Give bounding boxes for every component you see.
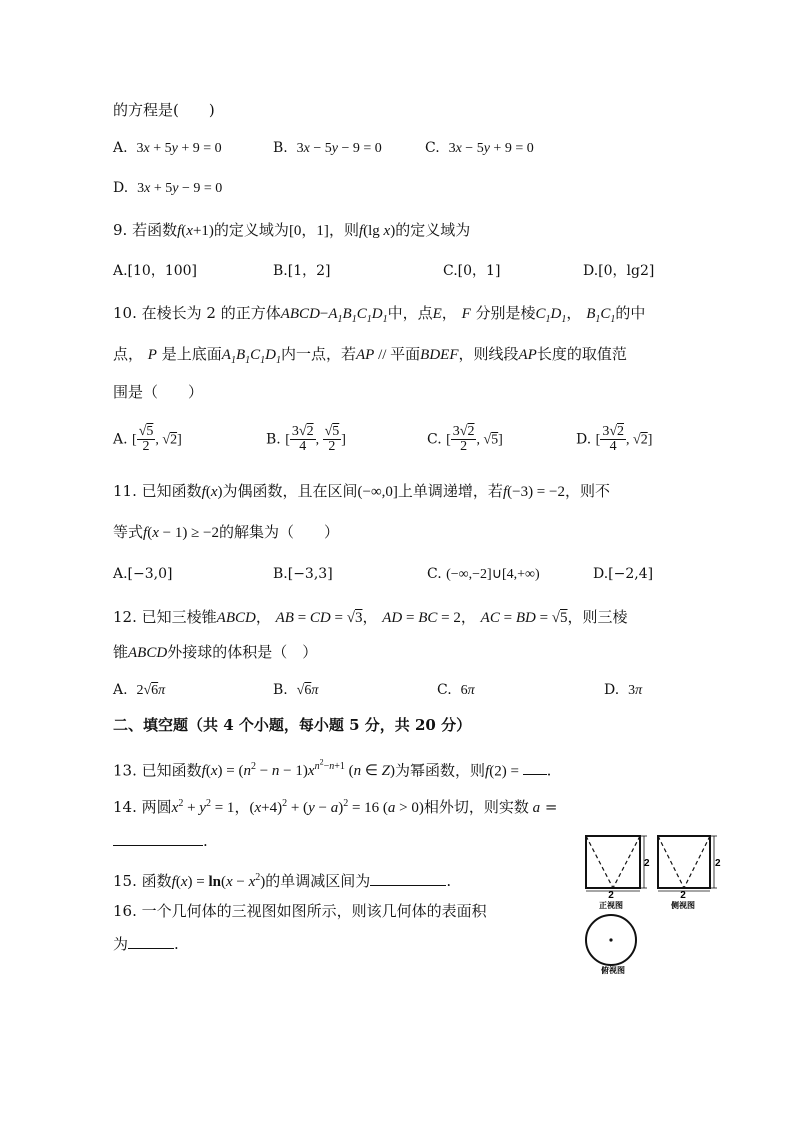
front-width-label: 2 [608,890,614,901]
q10-stem-line3: 围是（ ） [113,383,204,401]
q9-option-d: D.[0，lg2] [583,263,655,279]
q8-option-d: D. 3x + 5y − 9 = 0 [113,180,223,196]
q8-option-c: C. 3x − 5y + 9 = 0 [425,140,534,156]
q8-option-b: B. 3x − 5y − 9 = 0 [273,140,382,156]
q10-option-c: C. [ $\frac{3√2}{2}$ , √5] [427,424,503,454]
q9-stem: 9. 若函数f(x+1)的定义域为[0，1]，则f(lg x)的定义域为 [113,221,471,239]
front-view [586,836,650,910]
top-view [586,915,636,975]
q10-option-d: D. [ $\frac{3√2}{4}$ , √2] [576,424,653,454]
q12-stem-line2: 锥ABCD外接球的体积是（ ） [113,643,318,661]
q8-continuation: 的方程是( ) [113,101,215,119]
q8-option-a: A. 3x + 5y + 9 = 0 [113,140,222,156]
q14-answer-blank: . [113,830,208,852]
q11-option-c: C. (−∞,−2]∪[4,+∞) [427,566,540,582]
q10-stem-line2: 点， P 是上底面$A_1B_1C_1D_1$内一点，若AP // 平面BDEF，则线段AP长度的取值范 [113,345,627,366]
q12-stem-line1: 12. 已知三棱锥ABCD， AB = CD = √3， AD = BC = 2， AC = BD = √5，则三棱 [113,608,628,626]
q11-option-d: D.[−2,4] [593,566,654,582]
q11-stem-line2: 等式f(x − 1) ≥ −2的解集为（ ） [113,523,340,541]
q11-option-a: A.[−3,0] [113,566,173,582]
q12-option-d: D. 3π [604,682,643,698]
q10-option-a: A. [ $\frac{√5}{2}$ , √2] [113,424,182,454]
q15-stem: 15. 函数$f(x) = \ln(x - x^2)$的单调减区间为 . [113,872,452,890]
side-width-label: 2 [680,890,686,901]
three-view-figure [578,830,738,980]
section-fill-in-heading: 二、填空题（共 4 个小题，每小题 5 分，共 20 分） [113,716,472,734]
q12-option-c: C. 6π [437,682,475,698]
q9-option-c: C.[0，1] [443,263,501,279]
q12-option-a: A. 2√6π [113,682,166,698]
side-view-caption: 侧视图 [671,901,695,910]
front-height-label: 2 [644,858,650,869]
side-view [658,836,721,910]
top-view-caption: 俯视图 [601,966,625,975]
q13-stem: 13. 已知函数$f(x) = (n^2 - n - 1)x^{n^2-n+1}$ (n ∈ Z)为幂函数，则f(2) = . [113,758,552,780]
q16-stem-line2: 为 . [113,935,179,953]
q12-option-b: B. √6π [273,682,319,698]
side-height-label: 2 [715,858,721,869]
front-view-caption: 正视图 [599,901,623,910]
q14-stem: 14. 两圆$x^2 + y^2 = 1$，$(x+4)^2 + (y - a)^2 = 16$ (a > 0)相外切，则实数 a = [113,798,558,816]
q9-option-b: B.[1，2] [273,263,331,279]
q9-option-a: A.[10，100] [113,263,198,279]
q10-option-b: B. [ $\frac{3√2}{4}$ , $\frac{√5}{2}$ ] [266,424,346,454]
q10-stem-line1: 10. 在棱长为 2 的正方体$ABCD-A_1B_1C_1D_1$中，点E， F 分别是棱$C_1D_1$， $B_1C_1$的中 [113,304,646,325]
q11-option-b: B.[−3,3] [273,566,333,582]
q16-stem-line1: 16. 一个几何体的三视图如图所示，则该几何体的表面积 [113,902,487,920]
q11-stem-line1: 11. 已知函数f(x)为偶函数，且在区间(−∞,0]上单调递增，若f(−3) = −2，则不 [113,482,610,500]
